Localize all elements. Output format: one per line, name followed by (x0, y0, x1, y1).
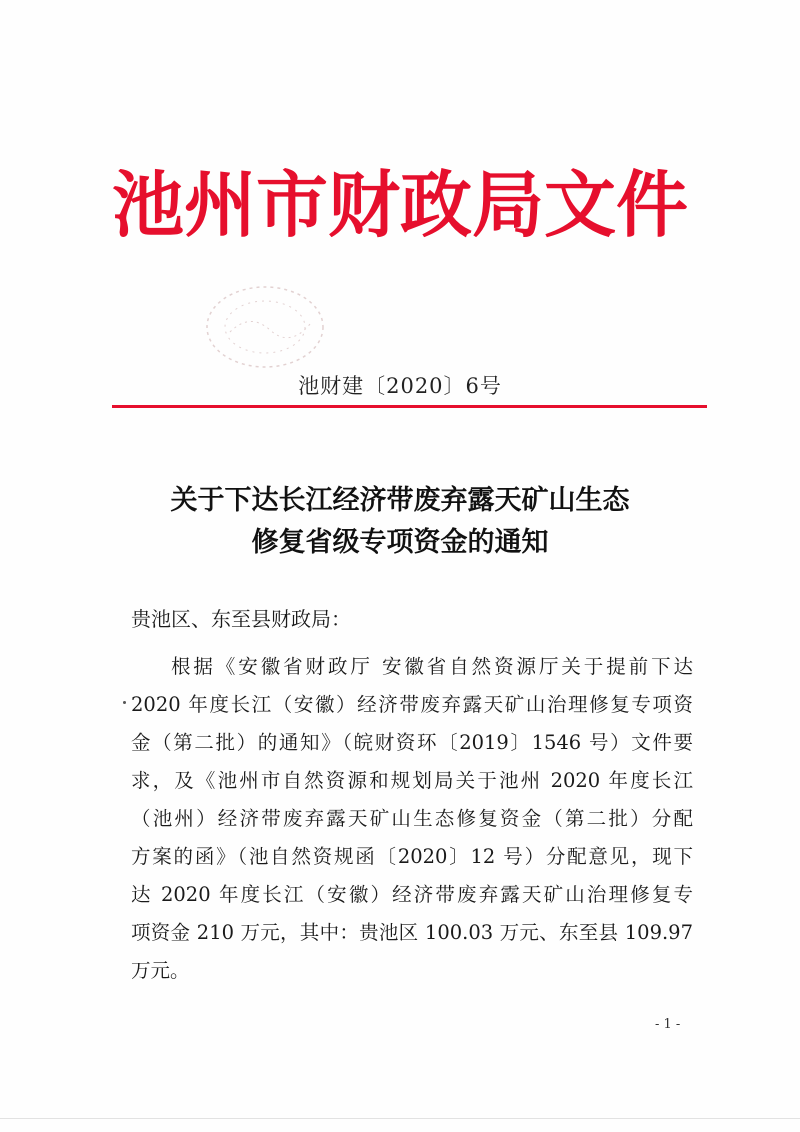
red-separator-line (112, 405, 707, 408)
scan-speck (123, 701, 126, 704)
body-line: 达 2020 年度长江（安徽）经济带废弃露天矿山治理修复专 (131, 883, 693, 906)
scan-edge-line (0, 1118, 800, 1119)
body-line: 金（第二批）的通知》（皖财资环〔2019〕1546 号）文件要 (131, 731, 693, 754)
page-number: - 1 - (655, 1017, 681, 1032)
document-number: 池财建〔2020〕6号 (298, 374, 502, 398)
issuer-header-title: 池州市财政局文件 (111, 163, 688, 247)
notice-title-line-1: 关于下达长江经济带废弃露天矿山生态 (170, 485, 630, 516)
body-line: 根据《安徽省财政厅 安徽省自然资源厅关于提前下达 (171, 655, 693, 678)
body-line: 2020 年度长江（安徽）经济带废弃露天矿山治理修复专项资 (131, 693, 693, 716)
notice-title-line-2: 修复省级专项资金的通知 (251, 527, 549, 558)
body-line: 万元。 (131, 959, 190, 982)
recipient-salutation: 贵池区、东至县财政局： (131, 607, 351, 631)
notice-title (80, 480, 720, 564)
body-line: 项资金 210 万元，其中：贵池区 100.03 万元、东至县 109.97 (131, 921, 693, 944)
body-line: （池州）经济带废弃露天矿山生态修复资金（第二批）分配 (131, 807, 693, 830)
body-line: 方案的函》（池自然资规函〔2020〕12 号）分配意见，现下 (131, 845, 693, 868)
body-line: 求，及《池州市自然资源和规划局关于池州 2020 年度长江 (131, 769, 693, 792)
faint-seal-stamp (200, 282, 330, 372)
notice-body (131, 648, 693, 990)
